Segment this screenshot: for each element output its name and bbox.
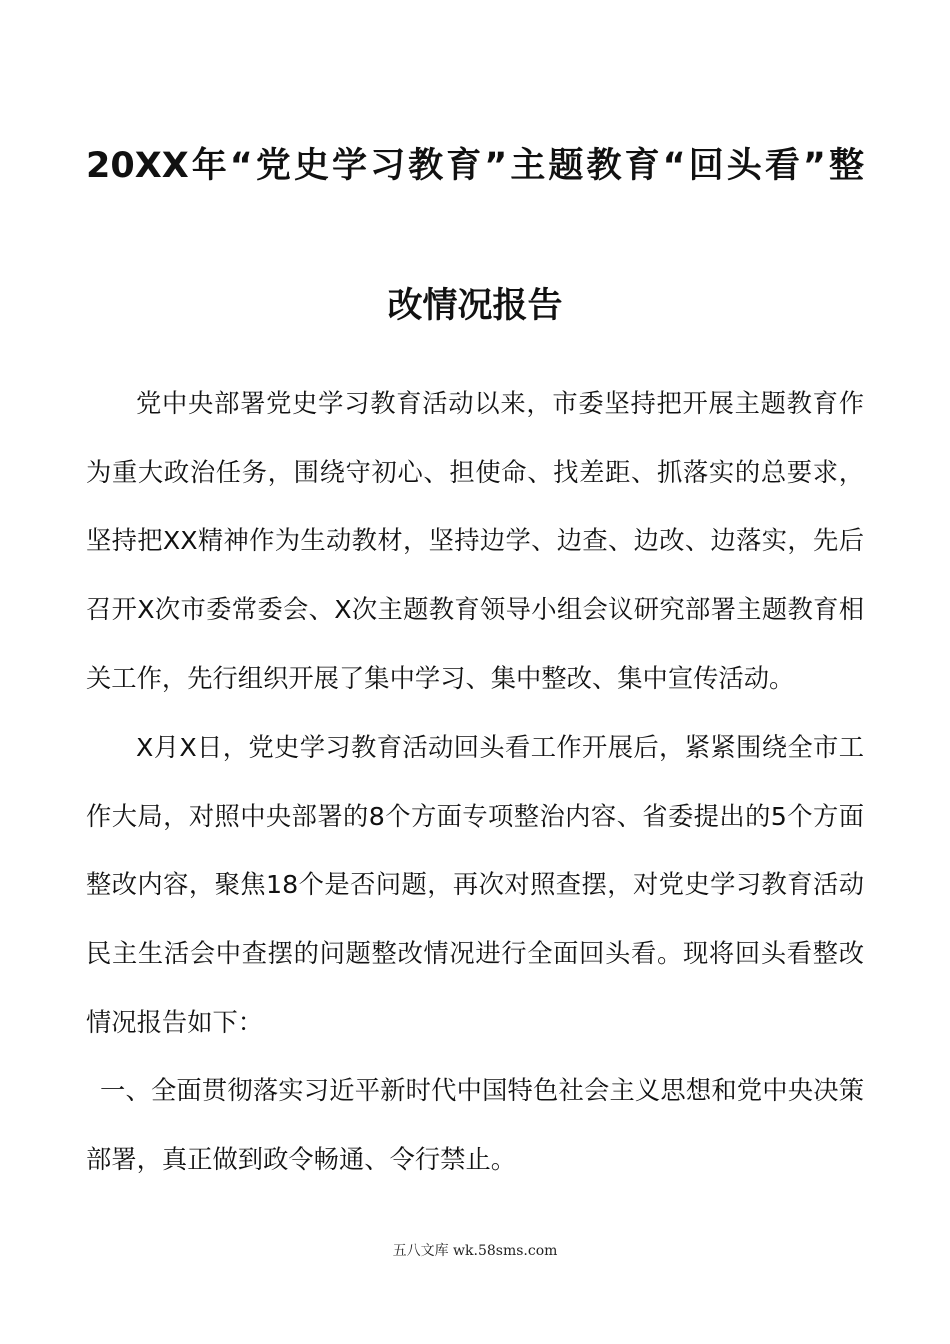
paragraph-intro: 党中央部署党史学习教育活动以来，市委坚持把开展主题教育作为重大政治任务，围绕守初心、担使命、找差距、抓落实的总要求，坚持把XX精神作为生动教材，坚持边学、边查、边改、边落实，先后召开X次市委常委会、X次主题教育领导小组会议研究部署主题教育相关工作，先行组织开展了集中学习、集中整改、集中宣传活动。 (86, 389, 864, 693)
footer-watermark: 五八文库 wk.58sms.com (392, 1243, 558, 1259)
section-heading-one: 一、全面贯彻落实习近平新时代中国特色社会主义思想和党中央决策部署，真正做到政令畅通、令行禁止。 (86, 1076, 864, 1174)
document-title-line-2: 改情况报告 (387, 286, 563, 326)
document-title-line-1: 20XX年“党史学习教育”主题教育“回头看”整 (86, 146, 864, 186)
paragraph-review: X月X日，党史学习教育活动回头看工作开展后，紧紧围绕全市工作大局，对照中央部署的8个方面专项整治内容、省委提出的5个方面整改内容，聚焦18个是否问题，再次对照查摆，对党史学习教育活动民主生活会中查摆的问题整改情况进行全面回头看。现将回头看整改情况报告如下： (86, 733, 864, 1037)
